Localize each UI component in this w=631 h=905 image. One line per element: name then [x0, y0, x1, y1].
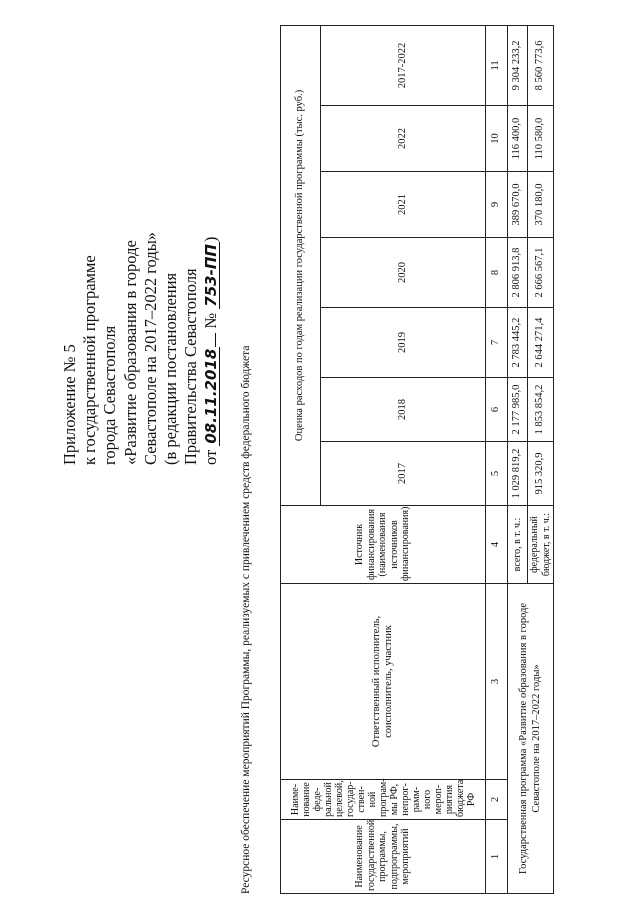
column-number: 7: [486, 308, 508, 378]
column-number: 1: [486, 820, 508, 894]
appendix-line: города Севастополя: [100, 325, 120, 465]
table-caption: Ресурсное обеспечение мероприятий Программы, реализуемых с привлечением средств федерального бюджета: [240, 345, 252, 894]
year-header: 2019: [321, 308, 486, 378]
year-header: 2020: [321, 238, 486, 308]
source-cell: всего, в т. ч.:: [508, 506, 528, 584]
column-number: 8: [486, 238, 508, 308]
year-header: 2017: [321, 442, 486, 506]
header-program-name: Наименование государственной программы, подпрограммы, мероприятий: [281, 820, 486, 894]
value-cell: 2 177 985,0: [508, 378, 528, 442]
year-header: 2017-2022: [321, 25, 486, 105]
column-number: 9: [486, 172, 508, 238]
value-cell: 2 644 271,4: [528, 308, 554, 378]
value-cell: 8 560 773,6: [528, 25, 554, 105]
blank-line: [214, 333, 216, 347]
handwritten-date: 08.11.2018: [202, 348, 221, 444]
closing-paren: ): [201, 236, 221, 243]
handwritten-number: 753-ПП: [202, 244, 221, 307]
number-label: №: [201, 312, 221, 329]
value-cell: 2 806 913,8: [508, 238, 528, 308]
year-header: 2018: [321, 378, 486, 442]
program-name-cell: Государственная программа «Развитие образования в городе Севастополе на 2017–2022 годы»: [508, 584, 554, 894]
column-number: 4: [486, 506, 508, 584]
table-row-total: [508, 25, 528, 893]
column-number: 3: [486, 584, 508, 780]
header-responsible: Ответственный исполнитель, соисполнитель, участник: [281, 584, 486, 780]
appendix-line: Приложение № 5: [60, 344, 79, 465]
from-label: от: [201, 449, 221, 465]
value-cell: 1 029 819,2: [508, 442, 528, 506]
appendix-line: Севастополе на 2017–2022 годы»: [140, 231, 160, 465]
value-cell: 1 853 854,2: [528, 378, 554, 442]
column-number: 2: [486, 780, 508, 820]
value-cell: 389 670,0: [508, 172, 528, 238]
value-cell: 2 666 567,1: [528, 238, 554, 308]
source-cell: федеральный бюджет, в т. ч.:: [528, 506, 554, 584]
year-header: 2022: [321, 106, 486, 172]
resolution-line: [201, 25, 221, 465]
header-funding-source: Источник финансирования (наименования источников финансирования): [281, 506, 486, 584]
column-number-row: [486, 25, 508, 893]
appendix-line: (в редакции постановления: [161, 272, 181, 465]
value-cell: 2 783 445,2: [508, 308, 528, 378]
value-cell: 110 580,0: [528, 106, 554, 172]
value-cell: 915 320,9: [528, 442, 554, 506]
header-row-top: [281, 25, 321, 893]
column-number: 11: [486, 25, 508, 105]
value-cell: 9 304 233,2: [508, 25, 528, 105]
column-number: 5: [486, 442, 508, 506]
appendix-header: [60, 25, 222, 465]
year-header: 2021: [321, 172, 486, 238]
appendix-line: к государственной программе: [80, 255, 100, 465]
header-federal-program: Наиме-нование феде-ральной целевой, государ-ствен-ной програм-мы РФ, непрог-рамм-ного мероп-риятия бюджета РФ: [281, 780, 486, 820]
resource-table: [280, 25, 554, 894]
column-number: 6: [486, 378, 508, 442]
column-number: 10: [486, 106, 508, 172]
value-cell: 370 180,0: [528, 172, 554, 238]
value-cell: 116 400,0: [508, 106, 528, 172]
appendix-line: «Развитие образования в городе: [120, 240, 140, 465]
header-estimate: Оценка расходов по годам реализации государственной программы (тыс. руб.): [281, 25, 321, 505]
appendix-line: Правительства Севастополя: [181, 268, 201, 465]
